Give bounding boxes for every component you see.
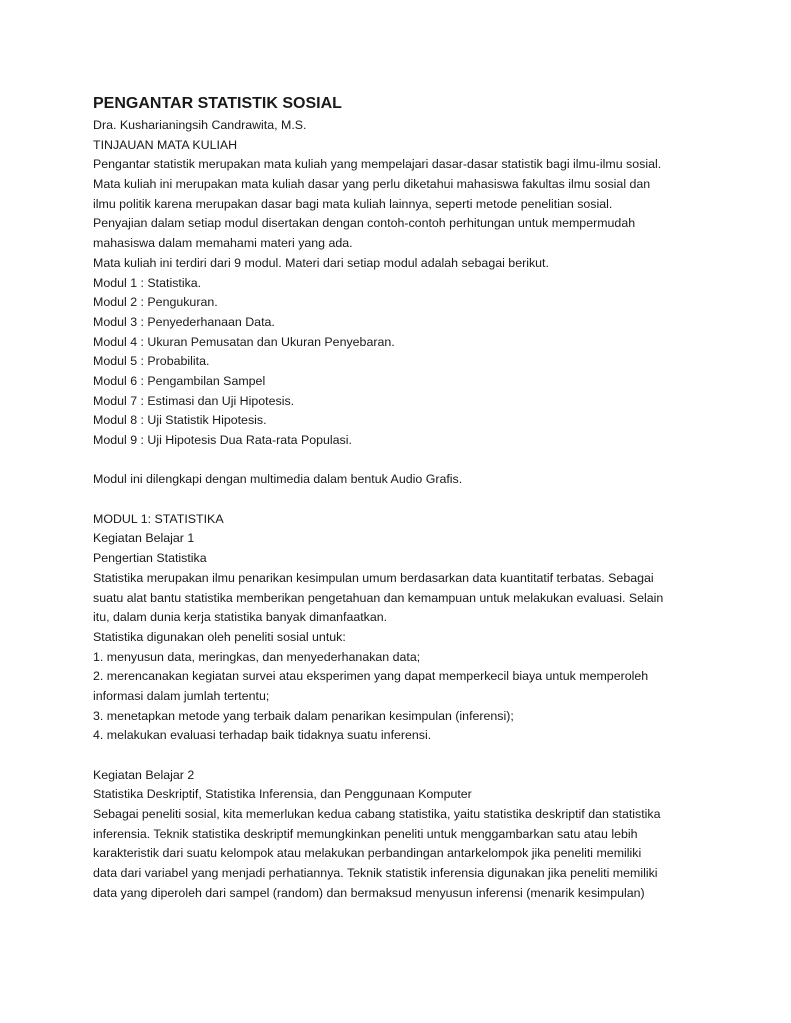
text-line: Modul 4 : Ukuran Pemusatan dan Ukuran Penyebaran. — [93, 334, 395, 349]
text-line: 1. menyusun data, meringkas, dan menyederhanakan data; — [93, 649, 421, 664]
text-line: Kegiatan Belajar 2 — [93, 767, 195, 782]
text-line: mahasiswa dalam memahami materi yang ada. — [93, 236, 353, 251]
author-line: Dra. Kusharianingsih Candrawita, M.S. — [93, 118, 307, 132]
text-line: Mata kuliah ini merupakan mata kuliah dasar yang perlu diketahui mahasiswa fakultas ilmu sosial dan — [93, 177, 651, 192]
text-line: Modul ini dilengkapi dengan multimedia dalam bentuk Audio Grafis. — [93, 472, 463, 487]
text-line: Modul 1 : Statistika. — [93, 275, 202, 290]
text-line: Penyajian dalam setiap modul disertakan dengan contoh-contoh perhitungan untuk mempermudah — [93, 216, 636, 231]
text-line: ilmu politik karena merupakan dasar bagi mata kuliah lainnya, seperti metode penelitian sosial. — [93, 196, 613, 211]
text-line: Modul 5 : Probabilita. — [93, 354, 210, 369]
text-line: itu, dalam dunia kerja statistika banyak dimanfaatkan. — [93, 610, 388, 625]
text-line: Modul 6 : Pengambilan Sampel — [93, 373, 266, 388]
text-line: informasi dalam jumlah tertentu; — [93, 688, 270, 703]
document-title: PENGANTAR STATISTIK SOSIAL — [93, 95, 342, 112]
text-line: Pengantar statistik merupakan mata kuliah yang mempelajari dasar-dasar statistik bagi ilmu-ilmu sosial. — [93, 157, 662, 172]
text-line: Sebagai peneliti sosial, kita memerlukan kedua cabang statistika, yaitu statistika deskriptif dan statistika — [93, 807, 661, 822]
text-line: Mata kuliah ini terdiri dari 9 modul. Materi dari setiap modul adalah sebagai berikut. — [93, 255, 549, 270]
text-line: Statistika merupakan ilmu penarikan kesimpulan umum berdasarkan data kuantitatif terbatas. Sebagai — [93, 570, 654, 585]
document-body — [93, 136, 708, 904]
text-line: Modul 2 : Pengukuran. — [93, 295, 218, 310]
text-line: Modul 3 : Penyederhanaan Data. — [93, 314, 275, 329]
text-line: karakteristik dari suatu kelompok atau melakukan perbandingan antarkelompok jika peneliti memiliki — [93, 846, 642, 861]
text-line: Pengertian Statistika — [93, 551, 207, 566]
text-line: 3. menetapkan metode yang terbaik dalam penarikan kesimpulan (inferensi); — [93, 708, 514, 723]
blank-line — [93, 746, 708, 766]
text-line: suatu alat bantu statistika memberikan pengetahuan dan kemampuan untuk melakukan evaluasi. Selain — [93, 590, 664, 605]
text-line: inferensia. Teknik statistika deskriptif memungkinkan peneliti untuk menggambarkan satu atau lebih — [93, 826, 638, 841]
text-line: Statistika digunakan oleh peneliti sosial untuk: — [93, 629, 346, 644]
text-line: MODUL 1: STATISTIKA — [93, 511, 224, 526]
text-line: 4. melakukan evaluasi terhadap baik tidaknya suatu inferensi. — [93, 728, 432, 743]
text-line: Kegiatan Belajar 1 — [93, 531, 195, 546]
text-line: TINJAUAN MATA KULIAH — [93, 137, 238, 152]
text-line: 2. merencanakan kegiatan survei atau eksperimen yang dapat memperkecil biaya untuk memperoleh — [93, 669, 649, 684]
text-line: data dari variabel yang menjadi perhatiannya. Teknik statistik inferensia digunakan jika peneliti memiliki — [93, 866, 658, 881]
text-line: Modul 8 : Uji Statistik Hipotesis. — [93, 413, 267, 428]
document-page — [93, 92, 708, 904]
text-line: data yang diperoleh dari sampel (random) dan bermaksud menyusun inferensi (menarik kesimpulan) — [93, 885, 645, 900]
blank-line — [93, 451, 708, 471]
blank-line — [93, 490, 708, 510]
text-line: Modul 9 : Uji Hipotesis Dua Rata-rata Populasi. — [93, 433, 352, 447]
text-line: Statistika Deskriptif, Statistika Inferensia, dan Penggunaan Komputer — [93, 787, 472, 802]
text-line: Modul 7 : Estimasi dan Uji Hipotesis. — [93, 393, 295, 408]
